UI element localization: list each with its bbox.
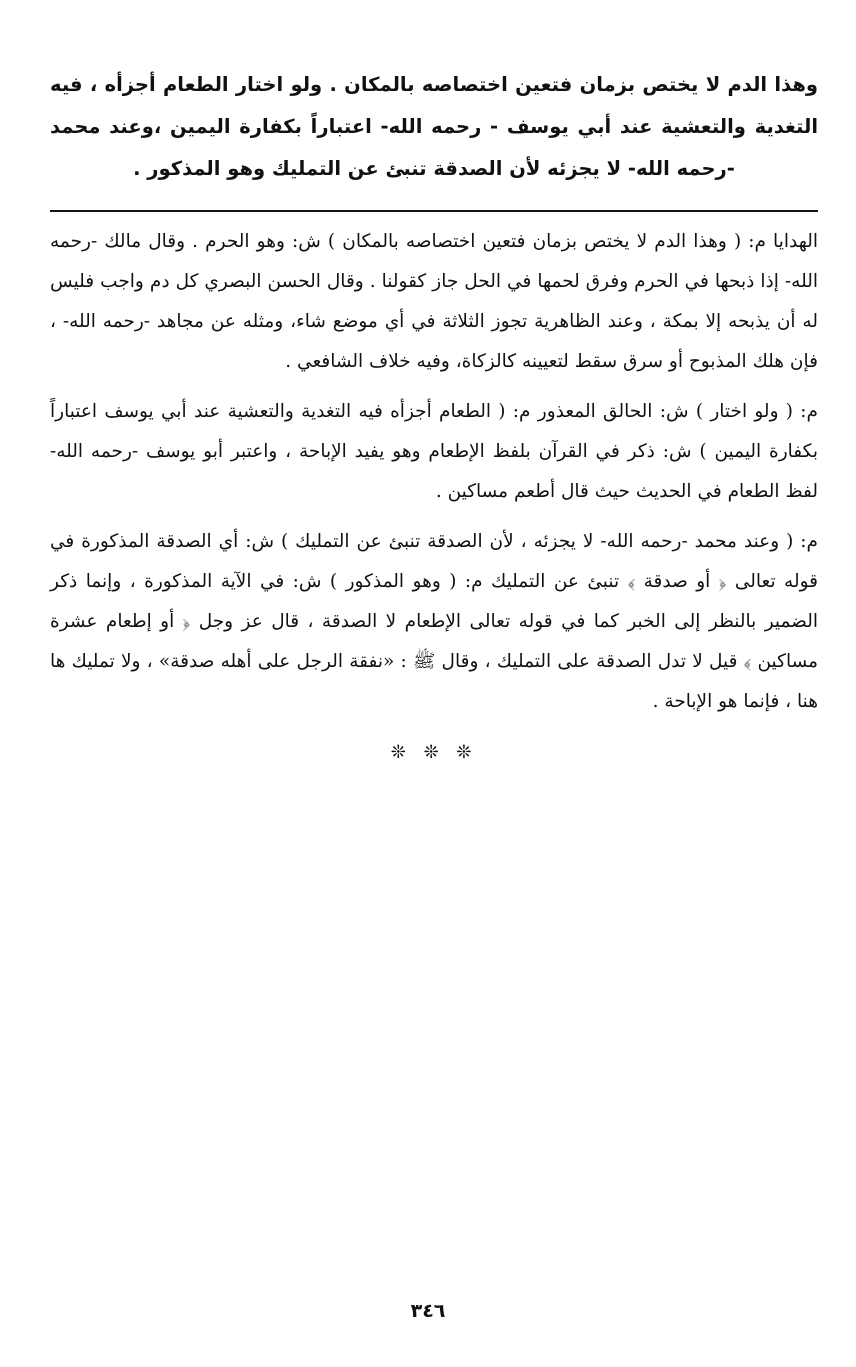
page-number: ٣٤٦ xyxy=(410,1300,446,1322)
commentary-paragraph-1: الهدايا م: ( وهذا الدم لا يختص بزمان فتعين اختصاصه بالمكان ) ش: وهو الحرم . وقال مالك -رحمه الله- إذا ذبحها في الحرم وفرق لحمها في الحل جاز كقولنا . وقال الحسن البصري كل دم واجب فليس له أن يذبحه إلا بمكة ، وعند الظاهرية تجوز الثلاثة في أي موضع شاء، ومثله عن مجاهد -رحمه الله- ، فإن هلك المذبوح أو سرق سقط لتعيينه كالزكاة، وفيه خلاف الشافعي . xyxy=(50,231,818,372)
commentary-paragraph-3: م: ( وعند محمد -رحمه الله- لا يجزئه ، لأن الصدقة تنبئ عن التمليك ) ش: أي الصدقة المذكورة في قوله تعالى ﴿ أو صدقة ﴾ تنبئ عن التمليك م: ( وهو المذكور ) ش: في الآية المذكورة ، وإنما ذكر الضمير بالنظر إلى الخبر كما في قوله تعالى الإطعام لا الصدقة ، قال عز وجل ﴿ أو إطعام عشرة مساكين ﴾ قيل لا تدل الصدقة على التمليك ، وقال ﷺ : «نفقة الرجل على أهله صدقة» ، ولا تمليك ها هنا ، فإنما هو الإباحة . xyxy=(50,531,818,712)
main-text: وهذا الدم لا يختص بزمان فتعين اختصاصه بالمكان . ولو اختار الطعام أجزأه ، فيه التغدية والتعشية عند أبي يوسف - رحمه الله- اعتباراً بكفارة اليمين ،وعند محمد -رحمه الله- لا يجزئه لأن الصدقة تنبئ عن التمليك وهو المذكور . xyxy=(50,73,818,180)
footnote-divider xyxy=(50,210,818,212)
page-content xyxy=(50,64,818,763)
commentary xyxy=(50,222,818,722)
ornament-separator: ❊ ❊ ❊ xyxy=(390,742,478,763)
commentary-paragraph-2: م: ( ولو اختار ) ش: الحالق المعذور م: ( الطعام أجزأه فيه التغدية والتعشية عند أبي يوسف اعتباراً بكفارة اليمين ) ش: ذكر في القرآن بلفظ الإطعام وهو يفيد الإباحة ، واعتبر أبو يوسف -رحمه الله- لفظ الطعام في الحديث حيث قال أطعم مساكين . xyxy=(50,401,818,502)
